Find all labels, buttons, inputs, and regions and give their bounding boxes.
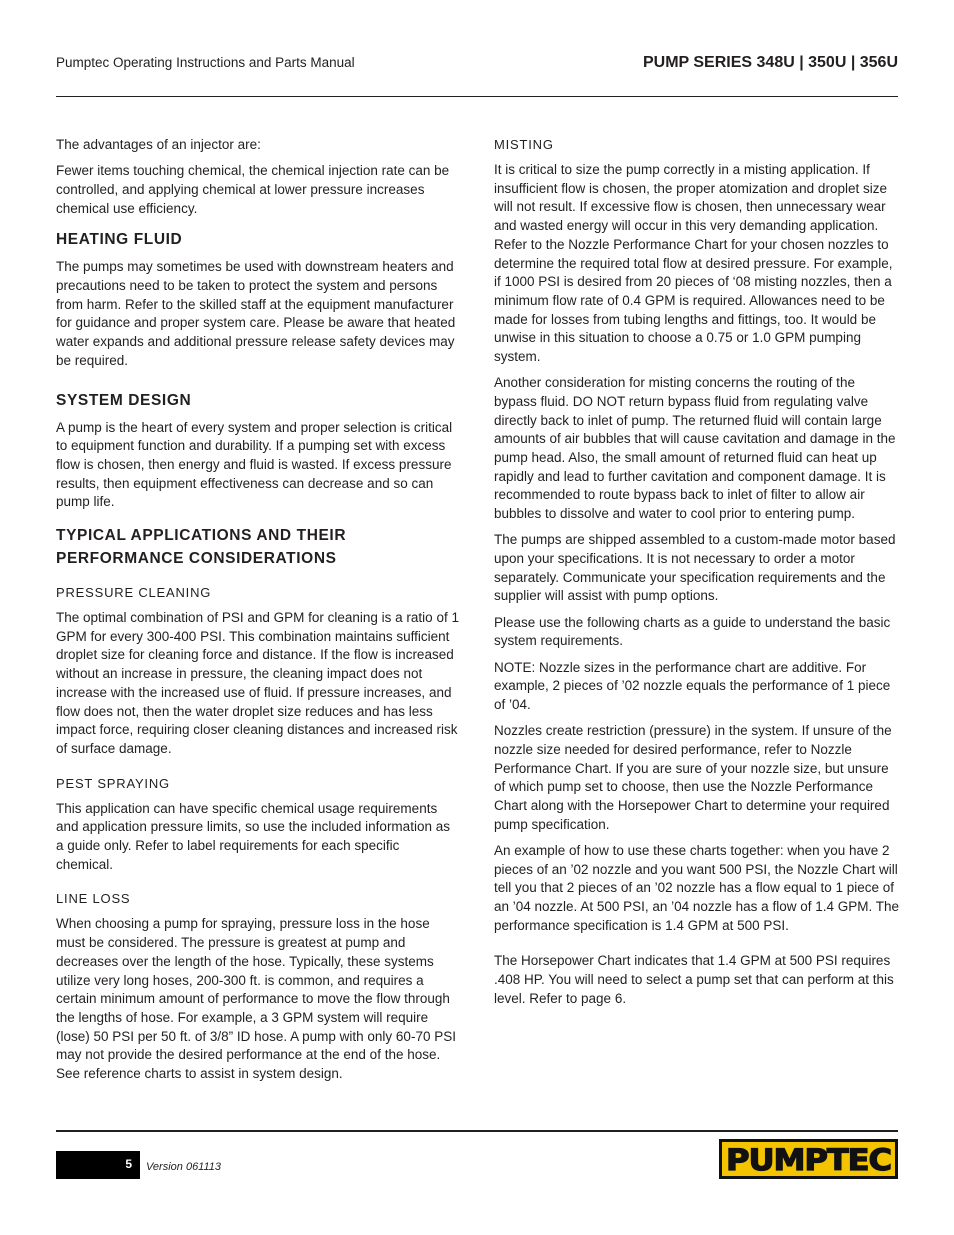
pumptec-logo bbox=[719, 1139, 898, 1179]
page-number: 5 bbox=[125, 1157, 132, 1171]
heading-heating-fluid: HEATING FLUID bbox=[56, 231, 183, 249]
subheading-pest-spraying: PEST SPRAYING bbox=[56, 775, 170, 791]
injector-intro: The advantages of an injector are: bbox=[56, 137, 261, 152]
charts-example-text: An example of how to use these charts together: when you have 2 pieces of an ’02 nozzle and you want 500 PSI, the Nozzle Chart will tell you that 2 pieces of an ’02 nozzle has a flow equal to 1 piece of an ’04 nozzle. At 500 PSI, an ’04 nozzle has a flow of 1.4 GPM. The performance specification is 1.4 GPM at 500 PSI. bbox=[494, 842, 899, 933]
subheading-misting: MISTING bbox=[494, 137, 554, 152]
heading-typical-applications: TYPICAL APPLICATIONS AND THEIR PERFORMANCE CONSIDERATIONS bbox=[56, 527, 347, 568]
manual-title: Pumptec Operating Instructions and Parts Manual bbox=[56, 55, 355, 70]
nozzles-restriction-text: Nozzles create restriction (pressure) in the system. If unsure of the nozzle size needed for desired performance, refer to Nozzle Performance Chart. If you are sure of your nozzle size, but unsure of which pump set to choose, then use the Nozzle Performance Chart along with the Horsepower Chart to determine your required pump specification. bbox=[494, 723, 892, 832]
heading-system-design: SYSTEM DESIGN bbox=[56, 391, 192, 409]
footer-divider bbox=[56, 1130, 898, 1132]
pest-spraying-text: This application can have specific chemical usage requirements and application pressure limits, so use the included information as a guide only. Refer to label requirements for each specific chemical. bbox=[56, 800, 450, 872]
subheading-line-loss: LINE LOSS bbox=[56, 891, 131, 907]
shipped-text: The pumps are shipped assembled to a custom-made motor based upon your specifications. It is not necessary to order a motor separately. Communicate your specification requirements and the supplier will assist with pump options. bbox=[494, 532, 896, 604]
system-design-text: A pump is the heart of every system and proper selection is critical to equipment function and durability. If a pumping set with excess flow is chosen, then energy and fluid is wasted. If excess pressure results, then equipment effectiveness can decrease and so can pump life. bbox=[56, 419, 453, 510]
pressure-cleaning-text: The optimal combination of PSI and GPM for cleaning is a ratio of 1 GPM for every 300-400 PSI. This combination maintains sufficient droplet size for cleaning force and distance. If the flow is increased without an increase in pressure, the cleaning impact does not increase with the increased use of fluid. If pressure increases, and flow does not, then the water droplet size reduces and has less impact force, requiring closer cleaning distances and increased risk of surface damage. bbox=[56, 610, 459, 756]
version-label: Version 061113 bbox=[146, 1161, 222, 1173]
line-loss-text: When choosing a pump for spraying, pressure loss in the hose must be considered. The pressure is greatest at pump and decreases over the length of the hose. Typically, these systems utilize very long hoses, 200-300 ft. is common, and requires a certain minimum amount of performance to move the flow through the lengths of hose. For example, a 3 GPM system will require (lose) 50 PSI per 50 ft. of 3/8” ID hose. A pump with only 60-70 PSI may not provide the desired performance at the end of the hose. See reference charts to assist in system design. bbox=[56, 916, 456, 1082]
misting-text-2: Another consideration for misting concerns the routing of the bypass fluid. DO NOT return bypass fluid from regulating valve directly back to inlet of pump. The returned fluid will contain large amounts of air bubbles that will cause cavitation and damage in the pump head. Also, the small amount of returned fluid can heat up rapidly and lead to further cavitation and component damage. It is recommended to route bypass back to inlet of filter to allow air bubbles to dissolve and water to cool prior to entering pump. bbox=[494, 375, 896, 522]
pump-series-title: PUMP SERIES 348U | 350U | 356U bbox=[643, 54, 898, 71]
right-column bbox=[494, 136, 900, 1016]
page-number-box bbox=[56, 1151, 140, 1179]
header-divider bbox=[56, 96, 898, 97]
logo-wordmark: PUMPTEC bbox=[726, 1143, 891, 1177]
misting-text-1: It is critical to size the pump correctly in a misting application. If insufficient flow is chosen, the proper atomization and droplet size will not result. If excessive flow is chosen, then unnecessary wear and wasted energy will occur in this very demanding application. Refer to the Nozzle Performance Chart for your chosen nozzles to determine the required total flow at desired pressure. For example, if 1000 PSI is desired from 20 pieces of ‘08 misting nozzles, then a minimum flow rate of 0.4 GPM is required. Allowances need to be made for losses from tubing lengths and fittings, too. It would be unwise in this situation to choose a 0.75 or 1.0 GPM pumping system. bbox=[494, 162, 893, 365]
nozzle-note-text: NOTE: Nozzle sizes in the performance chart are additive. For example, 2 pieces of ’02 nozzle equals the performance of 1 piece of ’04. bbox=[494, 659, 891, 712]
left-column bbox=[56, 136, 460, 1091]
subheading-pressure-cleaning: PRESSURE CLEANING bbox=[56, 585, 212, 601]
charts-guide-text: Please use the following charts as a guide to understand the basic system requirements. bbox=[494, 614, 891, 649]
horsepower-chart-text: The Horsepower Chart indicates that 1.4 GPM at 500 PSI requires .408 HP. You will need to select a pump set that can perform at this level. Refer to page 6. bbox=[494, 953, 894, 1006]
heating-fluid-text: The pumps may sometimes be used with downstream heaters and precautions need to be taken to protect the system and persons from harm. Refer to the skilled staff at the equipment manufacturer for guidance and proper system care. Please be aware that heated water expands and additional pressure release safety devices may be required. bbox=[56, 259, 456, 368]
injector-advantages: Fewer items touching chemical, the chemical injection rate can be controlled, and applying chemical at lower pressure increases chemical use efficiency. bbox=[56, 163, 450, 216]
